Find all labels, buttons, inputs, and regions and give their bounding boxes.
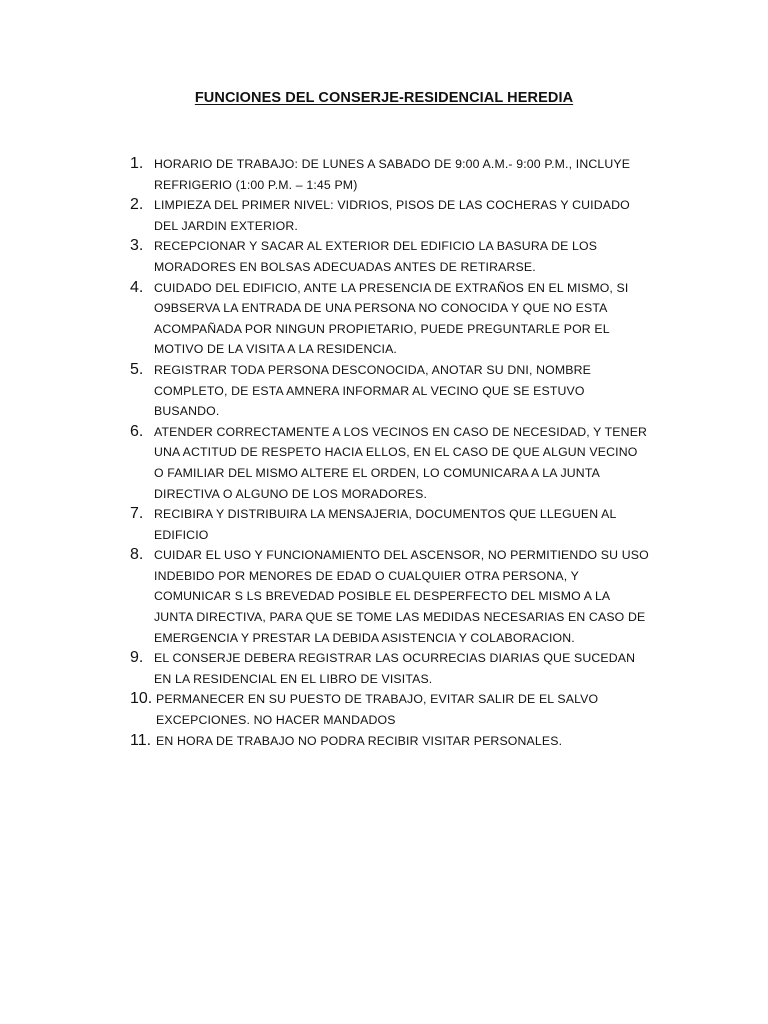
item-text: RECEPCIONAR Y SACAR AL EXTERIOR DEL EDIFICIO LA BASURA DE LOS MORADORES EN BOLSAS ADECUADAS ANTES DE RETIRARSE. xyxy=(154,239,598,274)
list-item xyxy=(130,154,650,195)
item-number: 2. xyxy=(130,196,144,214)
item-text: PERMANECER EN SU PUESTO DE TRABAJO, EVITAR SALIR DE EL SALVO EXCEPCIONES. NO HACER MANDADOS xyxy=(156,692,599,728)
item-text: REGISTRAR TODA PERSONA DESCONOCIDA, ANOTAR SU DNI, NOMBRE COMPLETO, DE ESTA AMNERA INFORMAR AL VECINO QUE SE ESTUVO BUSANDO. xyxy=(154,362,591,419)
list-item xyxy=(130,195,650,236)
item-number: 3. xyxy=(130,237,144,255)
item-text: EN HORA DE TRABAJO NO PODRA RECIBIR VISITAR PERSONALES. xyxy=(156,733,563,748)
item-number: 11. xyxy=(130,731,152,749)
list-item xyxy=(130,689,650,730)
list-item xyxy=(130,545,650,648)
item-text: EL CONSERJE DEBERA REGISTRAR LAS OCURRECIAS DIARIAS QUE SUCEDAN EN LA RESIDENCIAL EN EL LIBRO DE VISITAS. xyxy=(154,651,636,686)
item-text: CUIDAR EL USO Y FUNCIONAMIENTO DEL ASCENSOR, NO PERMITIENDO SU USO INDEBIDO POR MENORES DE EDAD O CUALQUIER OTRA PERSONA, Y COMUNICAR S LS BREVEDAD POSIBLE EL DESPERFECTO DEL MISMO A LA JUNTA DIRECTIVA, PARA QUE SE TOME LAS MEDIDAS NECESARIAS EN CASO DE EMERGENCIA Y PRESTAR LA DEBIDA ASISTENCIA Y COLABORACION. xyxy=(154,548,649,645)
list-item xyxy=(130,504,650,545)
item-text: HORARIO DE TRABAJO: DE LUNES A SABADO DE 9:00 A.M.- 9:00 P.M., INCLUYE REFRIGERIO (1:00 P.M. – 1:45 PM) xyxy=(154,157,631,192)
list-item xyxy=(130,360,650,422)
list-item xyxy=(130,731,650,752)
item-number: 10. xyxy=(130,690,153,708)
list-item xyxy=(130,236,650,277)
list-item xyxy=(130,278,650,360)
item-text: ATENDER CORRECTAMENTE A LOS VECINOS EN CASO DE NECESIDAD, Y TENER UNA ACTITUD DE RESPETO HACIA ELLOS, EN EL CASO DE QUE ALGUN VECINO O FAMILIAR DEL MISMO ALTERE EL ORDEN, LO COMUNICARA A LA JUNTA DIRECTIVA O ALGUNO DE LOS MORADORES. xyxy=(154,424,648,501)
item-number: 9. xyxy=(130,649,144,667)
item-number: 7. xyxy=(130,505,144,523)
list-item xyxy=(130,422,650,504)
item-number: 1. xyxy=(130,155,144,172)
item-text: RECIBIRA Y DISTRIBUIRA LA MENSAJERIA, DOCUMENTOS QUE LLEGUEN AL EDIFICIO xyxy=(154,507,617,542)
item-text: LIMPIEZA DEL PRIMER NIVEL: VIDRIOS, PISOS DE LAS COCHERAS Y CUIDADO DEL JARDIN EXTERIOR. xyxy=(154,198,630,233)
document-title: FUNCIONES DEL CONSERJE-RESIDENCIAL HEREDIA xyxy=(194,90,574,106)
item-number: 8. xyxy=(130,546,144,564)
item-number: 5. xyxy=(130,360,144,378)
list-item xyxy=(130,648,650,689)
duties-list xyxy=(130,154,650,751)
item-text: CUIDADO DEL EDIFICIO, ANTE LA PRESENCIA DE EXTRAÑOS EN EL MISMO, SI O9BSERVA LA ENTRADA DE UNA PERSONA NO CONOCIDA Y QUE NO ESTA ACOMPAÑADA POR NINGUN PROPIETARIO, PUEDE PREGUNTARLE POR EL MOTIVO DE LA VISITA A LA RESIDENCIA. xyxy=(154,280,629,357)
item-number: 4. xyxy=(130,278,144,296)
item-number: 6. xyxy=(130,422,144,440)
